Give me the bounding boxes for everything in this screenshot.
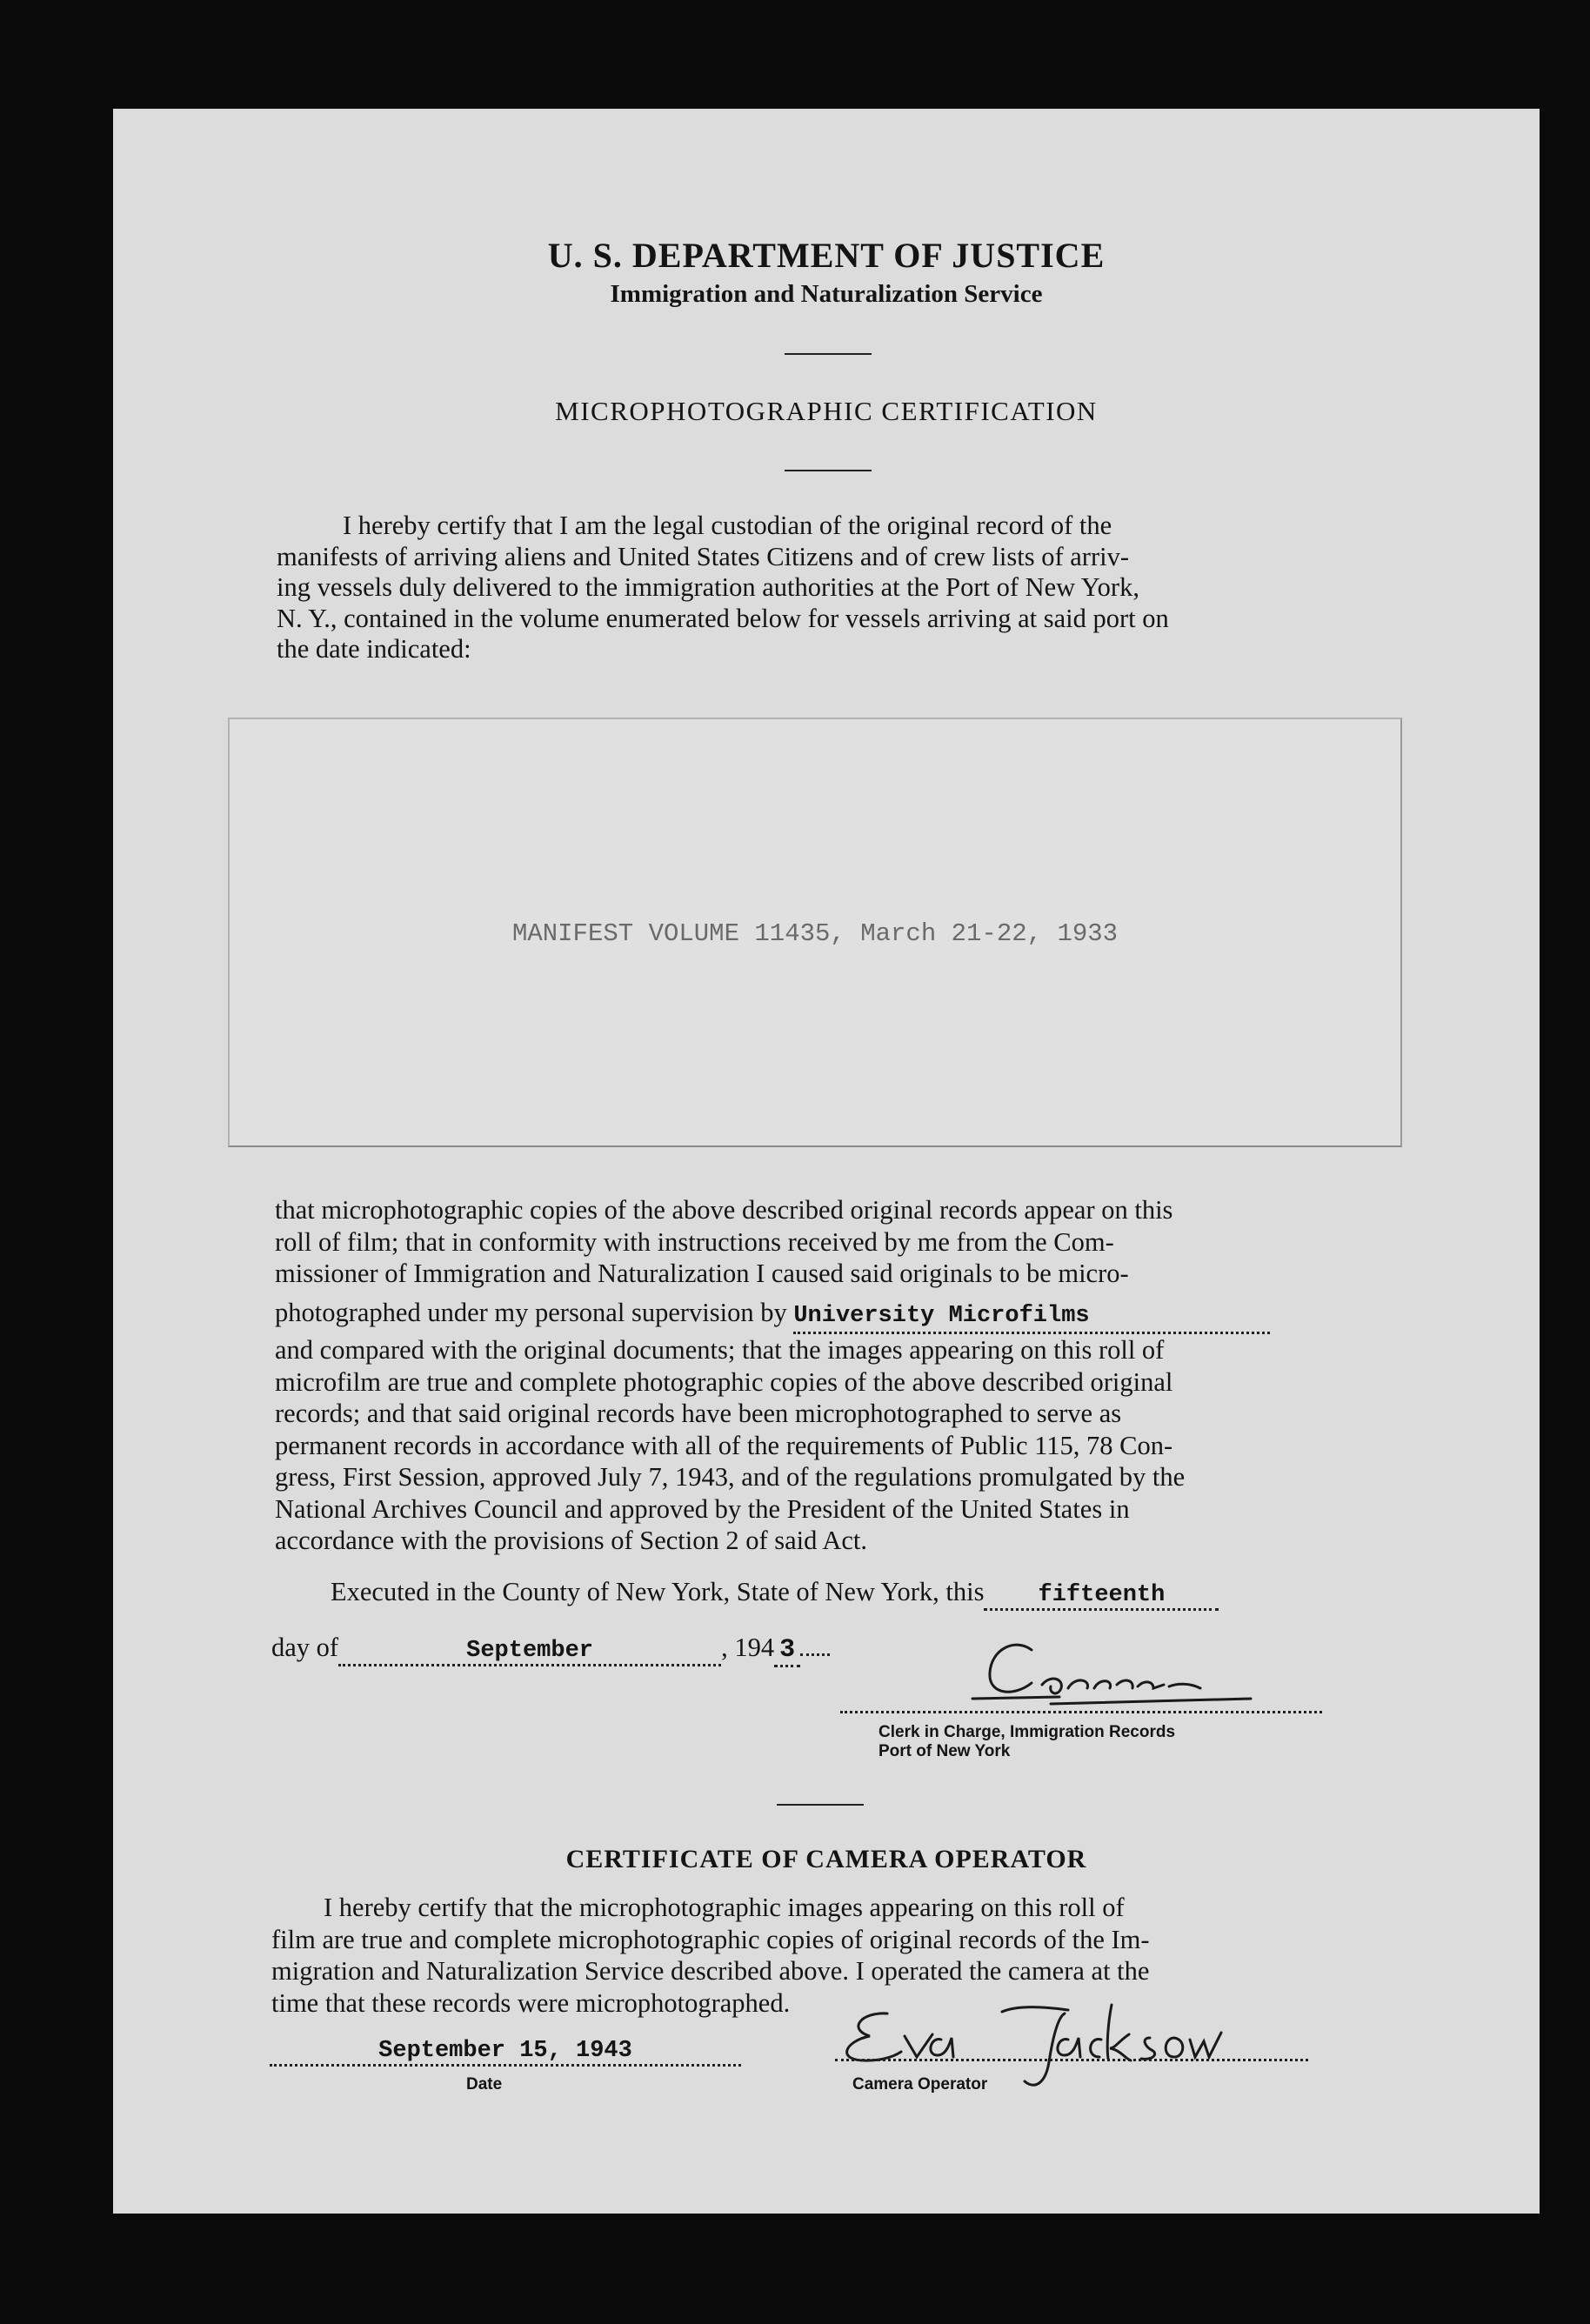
date-label: Date [466, 2075, 503, 2094]
body-line: roll of film; that in conformity with instructions received by me from the Com- [275, 1226, 1114, 1257]
executed-year-value: 3 [774, 1635, 800, 1667]
clerk-title: Clerk in Charge, Immigration Records [879, 1723, 1176, 1741]
intro-line: the date indicated: [277, 634, 471, 664]
clerk-signature [920, 1631, 1320, 1711]
body-line: National Archives Council and approved by the President of the United States in [275, 1493, 1130, 1524]
intro-line: N. Y., contained in the volume enumerated below for vessels arriving at said port on [277, 603, 1169, 633]
executed-month-value: September [338, 1638, 721, 1666]
body-line: gress, First Session, approved July 7, 1943, and of the regulations promulgated by the [275, 1462, 1186, 1492]
executed-line: Executed in the County of New York, State of New York, this fifteenth [331, 1577, 1219, 1611]
certificate-page [113, 109, 1540, 2214]
divider [785, 470, 872, 471]
body-paragraph [275, 1194, 1494, 1557]
camera-date-line [270, 2033, 741, 2067]
body-line: and compared with the original documents; that the images appearing on this roll of [275, 1335, 1165, 1365]
camera-line: film are true and complete microphotographic copies of original records of the Im- [271, 1924, 1150, 1954]
intro-line: ing vessels duly delivered to the immigration authorities at the Port of New York, [277, 572, 1139, 602]
clerk-office: Port of New York [879, 1742, 1011, 1760]
service-subheading: Immigration and Naturalization Service [610, 280, 1043, 308]
camera-operator-line [835, 2059, 1308, 2061]
clerk-signature-line [840, 1711, 1322, 1713]
executed-date-line: day of September , 194 3 [271, 1633, 830, 1667]
camera-operator-label: Camera Operator [852, 2075, 988, 2094]
camera-line: I hereby certify that the microphotographic images appearing on this roll of [324, 1893, 1125, 1922]
body-line: that microphotographic copies of the above described original records appear on this [275, 1195, 1173, 1225]
supervisor-line: photographed under my personal supervision by University Microfilms [275, 1297, 1494, 1335]
body-line: permanent records in accordance with all of the requirements of Public 115, 78 Con- [275, 1430, 1173, 1460]
supervisor-value: University Microfilms [793, 1300, 1270, 1335]
intro-paragraph [277, 511, 1494, 665]
camera-certificate-heading: CERTIFICATE OF CAMERA OPERATOR [565, 1845, 1087, 1873]
manifest-volume: MANIFEST VOLUME 11435, March 21-22, 1933 [511, 919, 1119, 948]
executed-day-value: fifteenth [984, 1582, 1219, 1611]
agency-heading: U. S. DEPARTMENT OF JUSTICE [547, 236, 1106, 275]
certification-title: MICROPHOTOGRAPHIC CERTIFICATION [555, 396, 1098, 426]
body-line: accordance with the provisions of Section 2 of said Act. [275, 1526, 867, 1555]
intro-line: I hereby certify that I am the legal custodian of the original record of the [343, 511, 1112, 540]
camera-line: migration and Naturalization Service described above. I operated the camera at the [271, 1956, 1150, 1986]
camera-date-value: September 15, 1943 [270, 2038, 741, 2067]
manifest-box [228, 718, 1402, 1147]
divider [785, 353, 872, 355]
body-line: missioner of Immigration and Naturalization I caused said originals to be micro- [275, 1259, 1129, 1288]
body-line: records; and that said original records have been microphotographed to serve as [275, 1399, 1122, 1428]
intro-line: manifests of arriving aliens and United States Citizens and of crew lists of arriv- [277, 541, 1129, 571]
camera-line: time that these records were microphotographed. [271, 1987, 791, 2018]
body-line: microfilm are true and complete photographic copies of the above described original [275, 1366, 1173, 1397]
divider [777, 1804, 864, 1806]
